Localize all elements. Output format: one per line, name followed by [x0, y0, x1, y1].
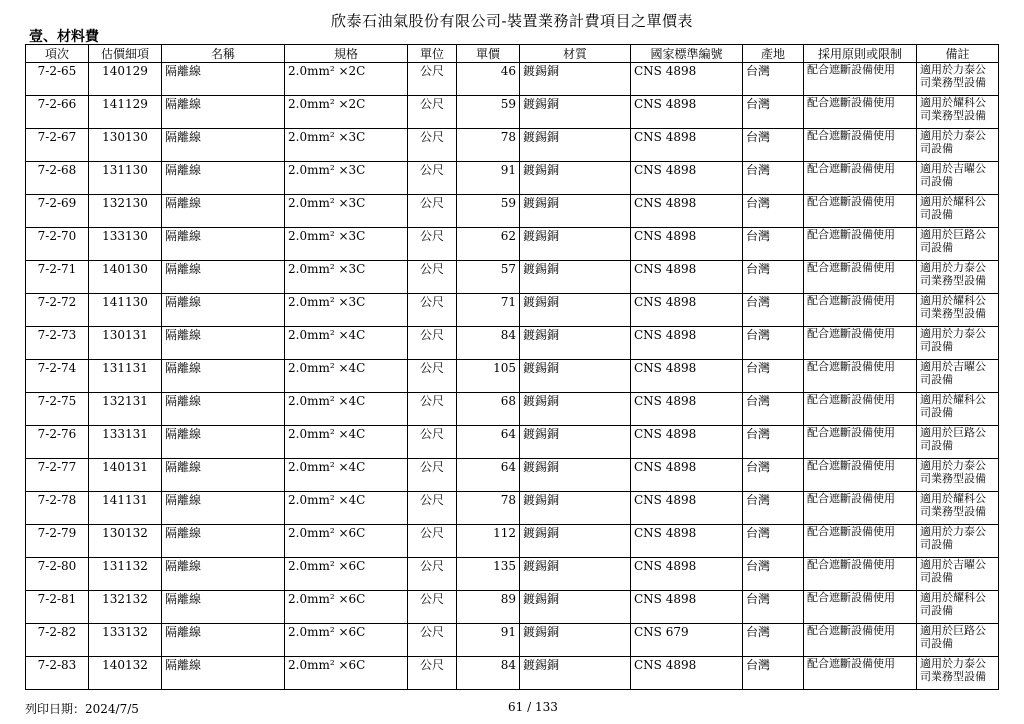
- cell-item: 7-2-76: [26, 426, 89, 459]
- cell-code: 133130: [89, 228, 162, 261]
- cell-code: 131131: [89, 360, 162, 393]
- section-title: 壹、材料費: [29, 29, 99, 45]
- cell-remark: 適用於耀科公司設備: [917, 195, 999, 228]
- cell-material: 鍍錫銅: [520, 492, 631, 525]
- cell-spec: 2.0mm² ×2C: [285, 96, 408, 129]
- cell-material: 鍍錫銅: [520, 228, 631, 261]
- cell-name: 隔離線: [162, 327, 285, 360]
- cell-unit: 公尺: [408, 294, 457, 327]
- cell-origin: 台灣: [743, 591, 804, 624]
- cell-spec: 2.0mm² ×4C: [285, 327, 408, 360]
- cell-remark: 適用於巨路公司設備: [917, 228, 999, 261]
- cell-origin: 台灣: [743, 261, 804, 294]
- cell-name: 隔離線: [162, 162, 285, 195]
- cell-spec: 2.0mm² ×6C: [285, 525, 408, 558]
- cell-principle: 配合遮斷設備使用: [804, 525, 917, 558]
- cell-material: 鍍錫銅: [520, 261, 631, 294]
- cell-spec: 2.0mm² ×3C: [285, 261, 408, 294]
- cell-item: 7-2-69: [26, 195, 89, 228]
- cell-code: 132130: [89, 195, 162, 228]
- cell-spec: 2.0mm² ×6C: [285, 624, 408, 657]
- cell-remark: 適用於耀科公司設備: [917, 393, 999, 426]
- cell-price: 91: [457, 624, 520, 657]
- cell-name: 隔離線: [162, 525, 285, 558]
- cell-code: 133131: [89, 426, 162, 459]
- print-date: 列印日期：2024/7/5: [25, 702, 139, 716]
- cell-name: 隔離線: [162, 657, 285, 690]
- cell-price: 135: [457, 558, 520, 591]
- col-header-material: 材質: [520, 45, 631, 63]
- cell-spec: 2.0mm² ×6C: [285, 657, 408, 690]
- col-header-item: 項次: [26, 45, 89, 63]
- cell-code: 132132: [89, 591, 162, 624]
- cell-standard: CNS 4898: [631, 261, 743, 294]
- cell-price: 57: [457, 261, 520, 294]
- table-row: [26, 162, 999, 195]
- cell-origin: 台灣: [743, 657, 804, 690]
- cell-standard: CNS 4898: [631, 558, 743, 591]
- cell-name: 隔離線: [162, 558, 285, 591]
- cell-principle: 配合遮斷設備使用: [804, 228, 917, 261]
- cell-material: 鍍錫銅: [520, 624, 631, 657]
- table-row: [26, 195, 999, 228]
- table-row: [26, 624, 999, 657]
- cell-spec: 2.0mm² ×3C: [285, 162, 408, 195]
- cell-code: 140130: [89, 261, 162, 294]
- cell-price: 71: [457, 294, 520, 327]
- cell-material: 鍍錫銅: [520, 63, 631, 96]
- cell-principle: 配合遮斷設備使用: [804, 96, 917, 129]
- cell-price: 78: [457, 492, 520, 525]
- cell-standard: CNS 4898: [631, 393, 743, 426]
- cell-origin: 台灣: [743, 63, 804, 96]
- cell-code: 131132: [89, 558, 162, 591]
- cell-price: 64: [457, 459, 520, 492]
- cell-item: 7-2-82: [26, 624, 89, 657]
- cell-code: 130132: [89, 525, 162, 558]
- cell-item: 7-2-81: [26, 591, 89, 624]
- table-row: [26, 492, 999, 525]
- cell-material: 鍍錫銅: [520, 327, 631, 360]
- cell-price: 84: [457, 657, 520, 690]
- cell-code: 140131: [89, 459, 162, 492]
- cell-code: 141131: [89, 492, 162, 525]
- cell-origin: 台灣: [743, 228, 804, 261]
- cell-remark: 適用於耀科公司業務型設備: [917, 294, 999, 327]
- cell-standard: CNS 4898: [631, 162, 743, 195]
- cell-spec: 2.0mm² ×4C: [285, 459, 408, 492]
- cell-spec: 2.0mm² ×2C: [285, 63, 408, 96]
- cell-price: 89: [457, 591, 520, 624]
- cell-standard: CNS 4898: [631, 459, 743, 492]
- cell-principle: 配合遮斷設備使用: [804, 261, 917, 294]
- cell-name: 隔離線: [162, 393, 285, 426]
- cell-name: 隔離線: [162, 261, 285, 294]
- cell-origin: 台灣: [743, 360, 804, 393]
- col-header-code: 估價細項: [89, 45, 162, 63]
- cell-material: 鍍錫銅: [520, 360, 631, 393]
- cell-origin: 台灣: [743, 525, 804, 558]
- cell-price: 68: [457, 393, 520, 426]
- cell-principle: 配合遮斷設備使用: [804, 492, 917, 525]
- cell-standard: CNS 4898: [631, 525, 743, 558]
- cell-unit: 公尺: [408, 63, 457, 96]
- table-row: [26, 327, 999, 360]
- cell-standard: CNS 4898: [631, 591, 743, 624]
- table-row: [26, 591, 999, 624]
- cell-unit: 公尺: [408, 624, 457, 657]
- cell-standard: CNS 4898: [631, 195, 743, 228]
- cell-origin: 台灣: [743, 294, 804, 327]
- cell-item: 7-2-70: [26, 228, 89, 261]
- cell-standard: CNS 4898: [631, 426, 743, 459]
- cell-remark: 適用於力泰公司業務型設備: [917, 261, 999, 294]
- cell-unit: 公尺: [408, 360, 457, 393]
- cell-principle: 配合遮斷設備使用: [804, 129, 917, 162]
- cell-code: 133132: [89, 624, 162, 657]
- col-header-remark: 備註: [917, 45, 999, 63]
- cell-remark: 適用於力泰公司業務型設備: [917, 657, 999, 690]
- cell-unit: 公尺: [408, 459, 457, 492]
- cell-item: 7-2-75: [26, 393, 89, 426]
- cell-material: 鍍錫銅: [520, 195, 631, 228]
- cell-item: 7-2-74: [26, 360, 89, 393]
- cell-name: 隔離線: [162, 63, 285, 96]
- cell-unit: 公尺: [408, 525, 457, 558]
- cell-remark: 適用於吉曜公司設備: [917, 162, 999, 195]
- cell-principle: 配合遮斷設備使用: [804, 294, 917, 327]
- header-row: [26, 45, 999, 63]
- cell-code: 141130: [89, 294, 162, 327]
- cell-unit: 公尺: [408, 393, 457, 426]
- cell-material: 鍍錫銅: [520, 426, 631, 459]
- price-table: [25, 44, 999, 690]
- table-row: [26, 129, 999, 162]
- cell-standard: CNS 4898: [631, 228, 743, 261]
- table-row: [26, 63, 999, 96]
- cell-price: 62: [457, 228, 520, 261]
- cell-name: 隔離線: [162, 360, 285, 393]
- cell-spec: 2.0mm² ×6C: [285, 591, 408, 624]
- cell-spec: 2.0mm² ×4C: [285, 492, 408, 525]
- cell-item: 7-2-77: [26, 459, 89, 492]
- cell-unit: 公尺: [408, 492, 457, 525]
- cell-origin: 台灣: [743, 162, 804, 195]
- cell-principle: 配合遮斷設備使用: [804, 426, 917, 459]
- cell-remark: 適用於力泰公司設備: [917, 327, 999, 360]
- cell-item: 7-2-66: [26, 96, 89, 129]
- cell-principle: 配合遮斷設備使用: [804, 393, 917, 426]
- cell-item: 7-2-83: [26, 657, 89, 690]
- table-row: [26, 360, 999, 393]
- cell-origin: 台灣: [743, 129, 804, 162]
- cell-origin: 台灣: [743, 558, 804, 591]
- cell-price: 78: [457, 129, 520, 162]
- cell-name: 隔離線: [162, 195, 285, 228]
- cell-code: 141129: [89, 96, 162, 129]
- cell-origin: 台灣: [743, 492, 804, 525]
- cell-item: 7-2-71: [26, 261, 89, 294]
- cell-origin: 台灣: [743, 426, 804, 459]
- cell-item: 7-2-73: [26, 327, 89, 360]
- cell-principle: 配合遮斷設備使用: [804, 558, 917, 591]
- cell-material: 鍍錫銅: [520, 459, 631, 492]
- cell-remark: 適用於吉曜公司設備: [917, 558, 999, 591]
- cell-item: 7-2-78: [26, 492, 89, 525]
- cell-item: 7-2-79: [26, 525, 89, 558]
- cell-remark: 適用於巨路公司設備: [917, 426, 999, 459]
- cell-name: 隔離線: [162, 591, 285, 624]
- cell-name: 隔離線: [162, 459, 285, 492]
- cell-code: 131130: [89, 162, 162, 195]
- table-row: [26, 294, 999, 327]
- cell-price: 91: [457, 162, 520, 195]
- cell-remark: 適用於耀科公司設備: [917, 591, 999, 624]
- cell-remark: 適用於力泰公司業務型設備: [917, 63, 999, 96]
- table-row: [26, 228, 999, 261]
- cell-unit: 公尺: [408, 591, 457, 624]
- table-row: [26, 426, 999, 459]
- cell-code: 130131: [89, 327, 162, 360]
- cell-spec: 2.0mm² ×3C: [285, 129, 408, 162]
- cell-principle: 配合遮斷設備使用: [804, 195, 917, 228]
- cell-name: 隔離線: [162, 129, 285, 162]
- table-row: [26, 96, 999, 129]
- table-row: [26, 525, 999, 558]
- cell-principle: 配合遮斷設備使用: [804, 591, 917, 624]
- cell-material: 鍍錫銅: [520, 591, 631, 624]
- cell-material: 鍍錫銅: [520, 162, 631, 195]
- cell-remark: 適用於吉曜公司設備: [917, 360, 999, 393]
- cell-unit: 公尺: [408, 195, 457, 228]
- cell-item: 7-2-67: [26, 129, 89, 162]
- cell-price: 59: [457, 96, 520, 129]
- cell-code: 140132: [89, 657, 162, 690]
- col-header-name: 名稱: [162, 45, 285, 63]
- cell-item: 7-2-68: [26, 162, 89, 195]
- page-number: 61 / 133: [508, 700, 558, 714]
- cell-material: 鍍錫銅: [520, 558, 631, 591]
- cell-origin: 台灣: [743, 327, 804, 360]
- cell-unit: 公尺: [408, 261, 457, 294]
- cell-name: 隔離線: [162, 426, 285, 459]
- cell-spec: 2.0mm² ×4C: [285, 393, 408, 426]
- cell-standard: CNS 4898: [631, 657, 743, 690]
- cell-principle: 配合遮斷設備使用: [804, 327, 917, 360]
- cell-code: 132131: [89, 393, 162, 426]
- cell-name: 隔離線: [162, 294, 285, 327]
- cell-unit: 公尺: [408, 96, 457, 129]
- cell-unit: 公尺: [408, 426, 457, 459]
- cell-standard: CNS 4898: [631, 129, 743, 162]
- cell-spec: 2.0mm² ×4C: [285, 426, 408, 459]
- cell-spec: 2.0mm² ×6C: [285, 558, 408, 591]
- cell-unit: 公尺: [408, 228, 457, 261]
- cell-principle: 配合遮斷設備使用: [804, 360, 917, 393]
- cell-principle: 配合遮斷設備使用: [804, 162, 917, 195]
- cell-price: 59: [457, 195, 520, 228]
- cell-price: 105: [457, 360, 520, 393]
- table-row: [26, 459, 999, 492]
- cell-standard: CNS 4898: [631, 96, 743, 129]
- cell-name: 隔離線: [162, 228, 285, 261]
- cell-material: 鍍錫銅: [520, 393, 631, 426]
- cell-code: 130130: [89, 129, 162, 162]
- cell-material: 鍍錫銅: [520, 129, 631, 162]
- cell-standard: CNS 4898: [631, 360, 743, 393]
- cell-remark: 適用於耀科公司業務型設備: [917, 492, 999, 525]
- cell-origin: 台灣: [743, 96, 804, 129]
- cell-material: 鍍錫銅: [520, 657, 631, 690]
- cell-origin: 台灣: [743, 624, 804, 657]
- cell-standard: CNS 4898: [631, 492, 743, 525]
- cell-material: 鍍錫銅: [520, 96, 631, 129]
- cell-unit: 公尺: [408, 558, 457, 591]
- table-row: [26, 657, 999, 690]
- cell-material: 鍍錫銅: [520, 525, 631, 558]
- cell-spec: 2.0mm² ×4C: [285, 360, 408, 393]
- col-header-price: 單價: [457, 45, 520, 63]
- cell-remark: 適用於巨路公司設備: [917, 624, 999, 657]
- cell-name: 隔離線: [162, 96, 285, 129]
- cell-unit: 公尺: [408, 657, 457, 690]
- cell-standard: CNS 4898: [631, 294, 743, 327]
- cell-spec: 2.0mm² ×3C: [285, 294, 408, 327]
- cell-remark: 適用於力泰公司設備: [917, 129, 999, 162]
- cell-item: 7-2-80: [26, 558, 89, 591]
- cell-principle: 配合遮斷設備使用: [804, 624, 917, 657]
- cell-price: 46: [457, 63, 520, 96]
- col-header-principle: 採用原則或限制: [804, 45, 917, 63]
- cell-unit: 公尺: [408, 162, 457, 195]
- table-row: [26, 393, 999, 426]
- col-header-origin: 產地: [743, 45, 804, 63]
- cell-origin: 台灣: [743, 195, 804, 228]
- cell-price: 64: [457, 426, 520, 459]
- cell-standard: CNS 679: [631, 624, 743, 657]
- cell-remark: 適用於耀科公司業務型設備: [917, 96, 999, 129]
- cell-unit: 公尺: [408, 129, 457, 162]
- col-header-standard: 國家標準編號: [631, 45, 743, 63]
- cell-item: 7-2-65: [26, 63, 89, 96]
- cell-price: 112: [457, 525, 520, 558]
- col-header-unit: 單位: [408, 45, 457, 63]
- cell-remark: 適用於力泰公司設備: [917, 525, 999, 558]
- cell-item: 7-2-72: [26, 294, 89, 327]
- table-row: [26, 261, 999, 294]
- cell-standard: CNS 4898: [631, 63, 743, 96]
- cell-name: 隔離線: [162, 492, 285, 525]
- cell-price: 84: [457, 327, 520, 360]
- cell-spec: 2.0mm² ×3C: [285, 228, 408, 261]
- cell-principle: 配合遮斷設備使用: [804, 657, 917, 690]
- cell-code: 140129: [89, 63, 162, 96]
- cell-standard: CNS 4898: [631, 327, 743, 360]
- col-header-spec: 規格: [285, 45, 408, 63]
- cell-material: 鍍錫銅: [520, 294, 631, 327]
- cell-principle: 配合遮斷設備使用: [804, 63, 917, 96]
- cell-unit: 公尺: [408, 327, 457, 360]
- document-title: 欣泰石油氣股份有限公司-裝置業務計費項目之單價表: [330, 12, 694, 30]
- cell-origin: 台灣: [743, 459, 804, 492]
- cell-remark: 適用於力泰公司業務型設備: [917, 459, 999, 492]
- table-row: [26, 558, 999, 591]
- cell-origin: 台灣: [743, 393, 804, 426]
- cell-principle: 配合遮斷設備使用: [804, 459, 917, 492]
- cell-name: 隔離線: [162, 624, 285, 657]
- cell-spec: 2.0mm² ×3C: [285, 195, 408, 228]
